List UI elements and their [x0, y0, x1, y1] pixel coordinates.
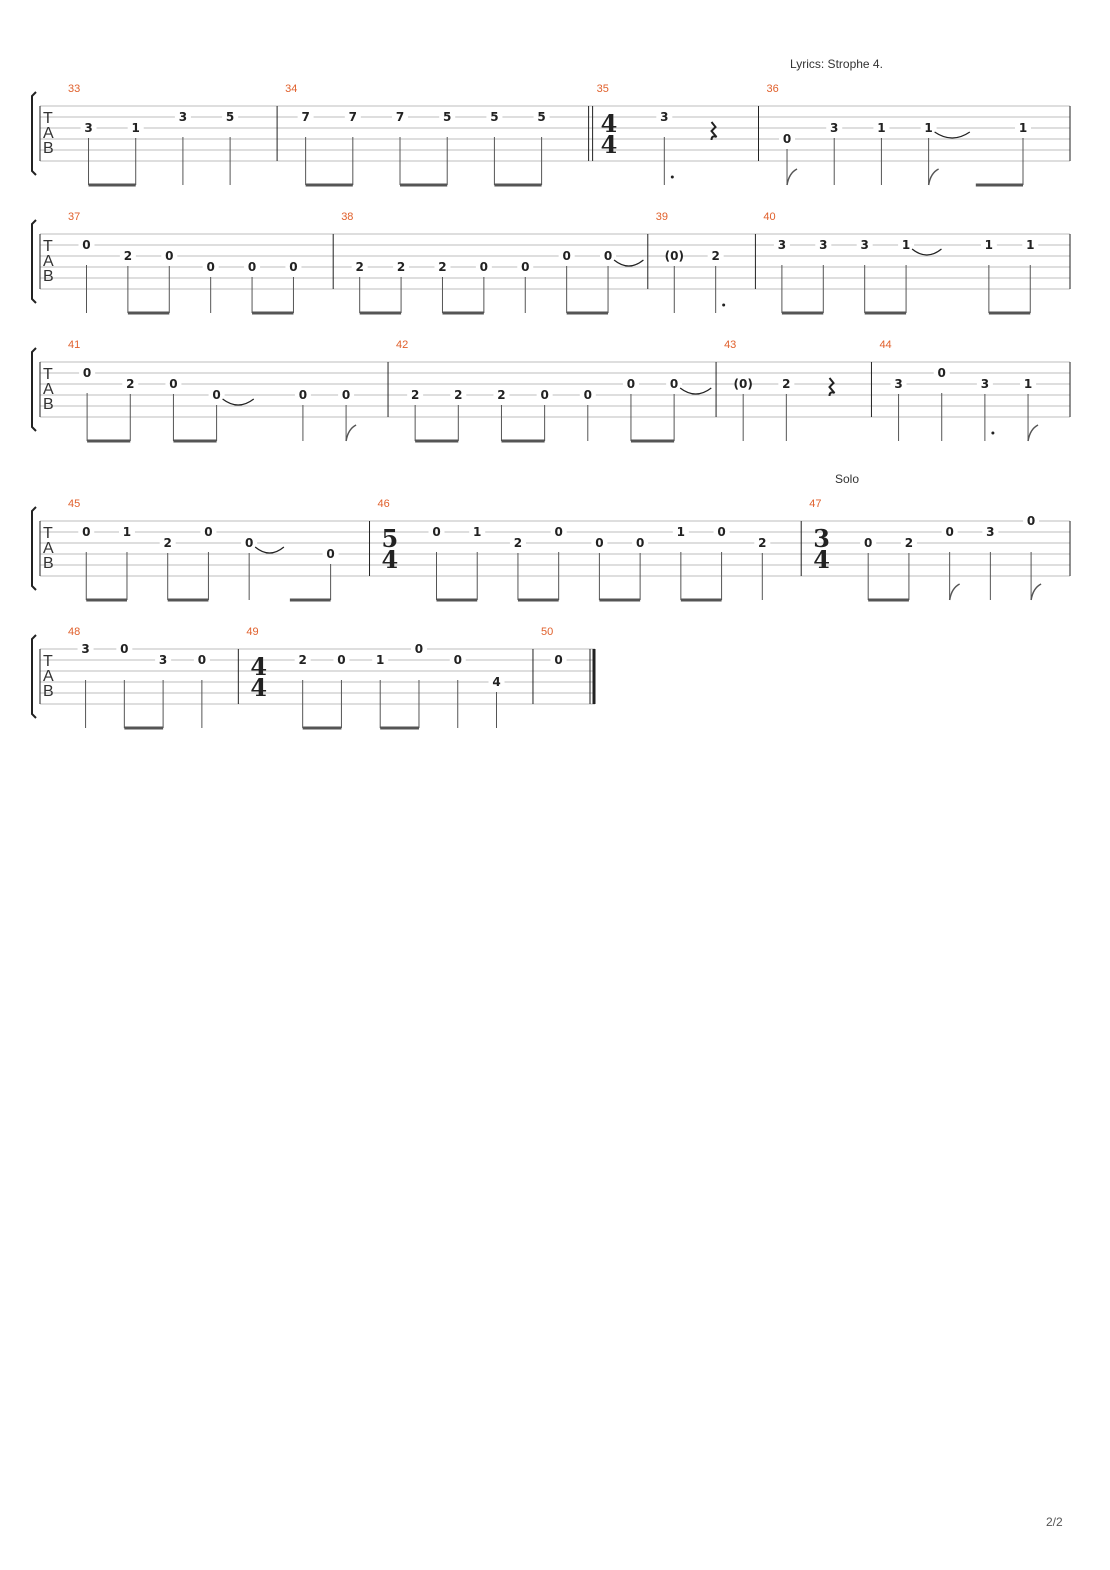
fret-number: 0: [212, 388, 221, 402]
fret-number: 1: [122, 525, 132, 539]
fret-number: (0): [733, 377, 753, 391]
dot-mark: [991, 432, 994, 435]
system-bracket: [32, 635, 36, 718]
lyrics-annotation: Lyrics: Strophe 4.: [790, 57, 883, 71]
eighth-flag: [1028, 425, 1038, 441]
fret-number: 0: [521, 260, 530, 274]
fret-number: 2: [298, 653, 307, 667]
fret-number: 0: [82, 366, 92, 380]
fret-number: 2: [782, 377, 791, 391]
fret-number: 0: [635, 536, 645, 550]
fret-number: 1: [1026, 238, 1035, 252]
measure-number: 38: [341, 211, 354, 223]
fret-number: 1: [131, 121, 140, 135]
fret-number: 0: [562, 249, 571, 263]
fret-number: 0: [169, 377, 178, 391]
fret-number: 1: [984, 238, 994, 252]
tab-system: [32, 498, 1070, 600]
fret-number: 0: [595, 536, 604, 550]
time-signature-bottom: 4: [381, 545, 399, 574]
tab-clef-letter: T: [43, 653, 53, 670]
fret-number: 3: [986, 525, 995, 539]
fret-number: 2: [711, 249, 720, 263]
fret-number: 3: [860, 238, 869, 252]
tie-arc: [614, 260, 643, 266]
fret-number: 3: [830, 121, 839, 135]
fret-number: 0: [82, 238, 91, 252]
tab-system: [32, 626, 595, 728]
fret-number: 3: [178, 110, 188, 124]
fret-number: 0: [1026, 514, 1036, 528]
fret-number: 0: [626, 377, 636, 391]
fret-number: 0: [120, 642, 129, 656]
fret-number: 2: [396, 260, 406, 274]
eighth-flag: [787, 169, 797, 185]
fret-number: 2: [123, 249, 133, 263]
fret-number: 0: [206, 260, 215, 274]
measure-number: 49: [246, 626, 259, 638]
fret-number: 7: [395, 110, 405, 124]
tab-clef-letter: B: [43, 683, 54, 700]
fret-number: 2: [355, 260, 364, 274]
fret-number: 1: [877, 121, 886, 135]
tab-clef-letter: B: [43, 140, 54, 157]
fret-number: 3: [819, 238, 828, 252]
measure-number: 46: [377, 498, 390, 510]
time-signature-top: 4: [600, 109, 618, 138]
time-signature-bottom: 4: [250, 673, 268, 702]
fret-number: 0: [247, 260, 257, 274]
measure-number: 45: [68, 498, 81, 510]
fret-number: 2: [126, 377, 135, 391]
measure-number: 40: [763, 211, 776, 223]
system-bracket: [32, 220, 36, 303]
fret-number: 3: [980, 377, 990, 391]
fret-number: 4: [492, 675, 501, 689]
fret-number: 2: [410, 388, 420, 402]
systems-layer: [32, 83, 1070, 728]
measure-number: 47: [809, 498, 822, 510]
fret-number: 0: [289, 260, 298, 274]
solo-annotation: Solo: [835, 472, 860, 486]
time-signature-bottom: 4: [813, 545, 830, 574]
tab-clef-letter: A: [43, 540, 54, 557]
fret-number: 1: [376, 653, 385, 667]
fret-number: 3: [777, 238, 787, 252]
fret-number: 0: [298, 388, 308, 402]
fret-number: 2: [513, 536, 523, 550]
fret-number: 1: [1018, 121, 1028, 135]
fret-number: 7: [301, 110, 310, 124]
fret-number: 0: [432, 525, 441, 539]
page-number: 2/2: [1046, 1515, 1063, 1529]
rest-mark: [830, 378, 835, 396]
eighth-flag: [1031, 584, 1041, 600]
fret-number: 0: [540, 388, 549, 402]
fret-number: 2: [758, 536, 767, 550]
fret-number: 0: [945, 525, 954, 539]
tab-system: [32, 211, 1070, 313]
fret-number: 5: [225, 110, 235, 124]
tab-clef-letter: A: [43, 381, 54, 398]
dot-mark: [722, 304, 725, 307]
fret-number: 0: [479, 260, 489, 274]
tab-system: [32, 83, 1070, 185]
tab-clef-letter: B: [43, 268, 54, 285]
fret-number: 0: [341, 388, 351, 402]
fret-number: 2: [163, 536, 172, 550]
measure-number: 41: [68, 339, 81, 351]
tab-clef-letter: A: [43, 125, 54, 142]
measure-number: 33: [68, 83, 81, 95]
fret-number: 1: [1023, 377, 1033, 391]
measure-number: 43: [724, 339, 737, 351]
tab-clef-letter: T: [43, 366, 53, 383]
fret-number: 0: [717, 525, 726, 539]
fret-number: 1: [924, 121, 933, 135]
rest-mark: [712, 122, 717, 140]
fret-number: 0: [197, 653, 207, 667]
fret-number: (0): [664, 249, 684, 263]
fret-number: 0: [337, 653, 346, 667]
tab-clef-letter: B: [43, 396, 54, 413]
fret-number: 2: [497, 388, 506, 402]
tab-clef-letter: A: [43, 253, 54, 270]
fret-number: 2: [454, 388, 463, 402]
fret-number: 0: [204, 525, 213, 539]
measure-number: 36: [766, 83, 779, 95]
eighth-flag: [950, 584, 960, 600]
measure-number: 37: [68, 211, 81, 223]
measure-number: 44: [879, 339, 892, 351]
tab-clef-letter: T: [43, 110, 53, 127]
time-signature-top: 3: [813, 524, 830, 553]
fret-number: 0: [326, 547, 335, 561]
fret-number: 0: [583, 388, 592, 402]
time-signature-bottom: 4: [600, 130, 618, 159]
tab-system: [32, 339, 1070, 441]
fret-number: 1: [473, 525, 482, 539]
fret-number: 0: [937, 366, 946, 380]
fret-number: 0: [554, 525, 563, 539]
fret-number: 3: [158, 653, 168, 667]
fret-number: 1: [901, 238, 911, 252]
measure-number: 35: [596, 83, 609, 95]
measure-number: 42: [396, 339, 409, 351]
dot-mark: [671, 176, 674, 179]
fret-number: 1: [676, 525, 686, 539]
tie-arc: [935, 132, 970, 138]
eighth-flag: [929, 169, 939, 185]
fret-number: 5: [443, 110, 452, 124]
tab-clef-letter: A: [43, 668, 54, 685]
fret-number: 2: [904, 536, 914, 550]
fret-number: 0: [82, 525, 91, 539]
fret-number: 3: [81, 642, 90, 656]
tie-arc: [255, 547, 284, 553]
fret-number: 0: [554, 653, 563, 667]
fret-number: 0: [414, 642, 424, 656]
fret-number: 7: [348, 110, 357, 124]
measure-number: 39: [655, 211, 669, 223]
tie-arc: [912, 249, 941, 255]
fret-number: 0: [603, 249, 613, 263]
measure-number: 50: [540, 626, 554, 638]
tie-arc: [680, 388, 711, 394]
fret-number: 3: [894, 377, 903, 391]
fret-number: 5: [537, 110, 546, 124]
time-signature-top: 4: [250, 652, 268, 681]
fret-number: 0: [453, 653, 462, 667]
measure-number: 34: [285, 83, 298, 95]
tie-arc: [223, 399, 254, 405]
fret-number: 0: [165, 249, 174, 263]
fret-number: 3: [84, 121, 93, 135]
fret-number: 2: [438, 260, 447, 274]
time-signature-top: 5: [381, 524, 399, 553]
eighth-flag: [346, 425, 356, 441]
fret-number: 0: [669, 377, 679, 391]
fret-number: 0: [244, 536, 254, 550]
measure-number: 48: [68, 626, 81, 638]
fret-number: 3: [660, 110, 669, 124]
fret-number: 5: [490, 110, 499, 124]
tab-clef-letter: T: [43, 525, 53, 542]
system-bracket: [32, 507, 36, 590]
fret-number: 0: [782, 132, 792, 146]
tab-clef-letter: B: [43, 555, 54, 572]
system-bracket: [32, 92, 36, 175]
fret-number: 0: [864, 536, 873, 550]
tab-clef-letter: T: [43, 238, 53, 255]
system-bracket: [32, 348, 36, 431]
